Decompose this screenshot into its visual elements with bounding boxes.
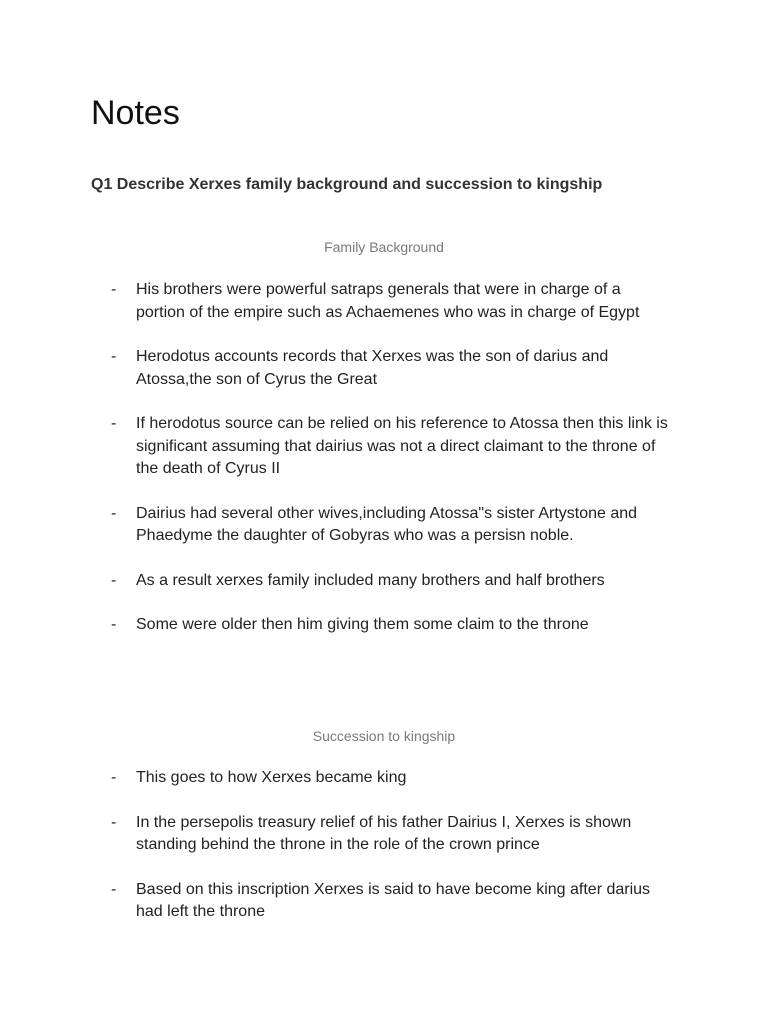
bullet-text: Based on this inscription Xerxes is said to have become king after darius had left the throne: [136, 880, 651, 920]
bullet-text: If herodotus source can be relied on his reference to Atossa then this link is significant assuming that dairius was not a direct claimant to the throne of the death of Cyrus II: [136, 415, 668, 477]
list-item: [0, 879, 768, 924]
list-item: [0, 413, 768, 481]
succession-list: [0, 767, 768, 924]
list-item: [0, 570, 768, 593]
list-item: [0, 812, 768, 857]
list-item: [0, 614, 768, 637]
bullet-dash: -: [111, 880, 117, 898]
family-background-list: [0, 279, 768, 637]
bullet-text: In the persepolis treasury relief of his father Dairius I, Xerxes is shown standing behind the throne in the role of the crown prince: [136, 813, 632, 853]
list-item: [0, 767, 768, 790]
question-heading: Q1 Describe Xerxes family background and succession to kingship: [91, 176, 603, 193]
page-title: Notes: [91, 94, 180, 132]
bullet-dash: -: [111, 281, 117, 298]
list-item: [0, 346, 768, 391]
bullet-text: As a result xerxes family included many brothers and half brothers: [136, 571, 605, 589]
bullet-dash: -: [111, 504, 117, 522]
bullet-text: Herodotus accounts records that Xerxes was the son of darius and Atossa,the son of Cyrus the Great: [136, 348, 609, 388]
bullet-dash: -: [111, 813, 117, 831]
bullet-dash: -: [111, 415, 117, 432]
bullet-dash: -: [111, 348, 117, 365]
list-item: [0, 503, 768, 548]
bullet-text: His brothers were powerful satraps generals that were in charge of a portion of the empire such as Achaemenes who was in charge of Egypt: [136, 281, 640, 321]
section-heading-family-background: Family Background: [324, 239, 444, 255]
bullet-dash: -: [111, 571, 117, 589]
bullet-text: This goes to how Xerxes became king: [136, 769, 407, 786]
bullet-text: Dairius had several other wives,including Atossa"s sister Artystone and Phaedyme the daughter of Gobyras who was a persisn noble.: [136, 504, 638, 544]
bullet-dash: -: [111, 616, 117, 633]
list-item: [0, 279, 768, 324]
bullet-text: Some were older then him giving them some claim to the throne: [136, 616, 589, 633]
bullet-dash: -: [111, 769, 117, 786]
section-heading-succession-to-kingship: Succession to kingship: [312, 728, 456, 744]
